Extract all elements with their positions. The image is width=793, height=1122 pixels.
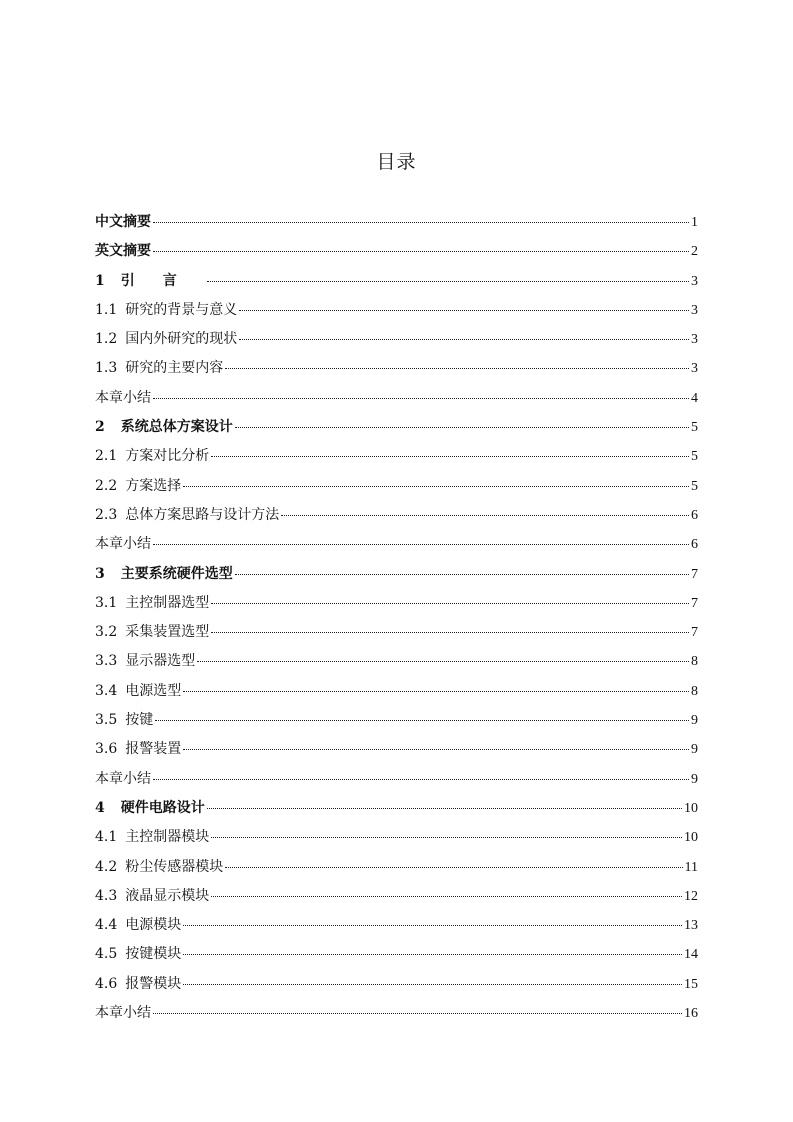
toc-entry[interactable] bbox=[95, 413, 698, 442]
toc-dot-leader bbox=[211, 602, 689, 604]
toc-entry-number: 3.5 bbox=[95, 712, 118, 729]
toc-entry-page-number: 8 bbox=[691, 683, 698, 699]
toc-entry[interactable] bbox=[95, 442, 698, 471]
toc-entry-page-number: 12 bbox=[684, 888, 698, 904]
toc-dot-leader bbox=[239, 338, 689, 340]
toc-entry-number: 4.6 bbox=[95, 975, 118, 992]
toc-entry[interactable] bbox=[95, 472, 698, 501]
toc-entry-label: 系统总体方案设计 bbox=[120, 419, 233, 436]
toc-dot-leader bbox=[153, 778, 689, 780]
toc-entry-label: 报警装置 bbox=[125, 741, 182, 758]
toc-dot-leader bbox=[153, 221, 689, 223]
toc-entry-label: 英文摘要 bbox=[95, 243, 151, 260]
toc-entry-label: 电源模块 bbox=[125, 917, 182, 934]
toc-dot-leader bbox=[153, 543, 689, 545]
toc-entry[interactable] bbox=[95, 325, 698, 354]
toc-entry-number: 1.3 bbox=[95, 360, 118, 377]
toc-entry[interactable] bbox=[95, 823, 698, 852]
toc-dot-leader bbox=[281, 514, 689, 516]
toc-entry-page-number: 9 bbox=[691, 742, 698, 758]
toc-entry-number: 4.2 bbox=[95, 858, 118, 875]
toc-entry-page-number: 3 bbox=[691, 332, 698, 348]
toc-entry-number: 3.1 bbox=[95, 594, 118, 611]
toc-entry-number: 4.4 bbox=[95, 917, 118, 934]
toc-dot-leader bbox=[183, 690, 689, 692]
toc-title: 目录 bbox=[376, 151, 417, 173]
toc-entry-number: 2 bbox=[95, 419, 105, 436]
toc-entry-page-number: 9 bbox=[691, 771, 698, 787]
toc-entry[interactable] bbox=[95, 208, 698, 237]
toc-dot-leader bbox=[235, 426, 689, 428]
toc-entry-page-number: 16 bbox=[684, 1006, 698, 1022]
toc-entry-label: 主控制器模块 bbox=[125, 829, 210, 846]
toc-entry-number: 3.3 bbox=[95, 653, 118, 670]
toc-entry-number: 4 bbox=[95, 799, 105, 816]
toc-dot-leader bbox=[211, 836, 682, 838]
toc-entry-label: 引言 bbox=[120, 272, 205, 289]
toc-entry-label: 本章小结 bbox=[95, 389, 151, 406]
toc-entry-number: 3 bbox=[95, 565, 105, 582]
toc-entry-page-number: 3 bbox=[691, 302, 698, 318]
toc-entry[interactable] bbox=[95, 735, 698, 764]
toc-entry-page-number: 6 bbox=[691, 507, 698, 523]
toc-entry-label: 主控制器选型 bbox=[125, 594, 210, 611]
toc-entry-page-number: 14 bbox=[684, 947, 698, 963]
toc-dot-leader bbox=[211, 895, 682, 897]
toc-entry[interactable] bbox=[95, 354, 698, 383]
toc-entry-label: 报警模块 bbox=[125, 975, 182, 992]
toc-entry[interactable] bbox=[95, 677, 698, 706]
toc-entry[interactable] bbox=[95, 940, 698, 969]
toc-entry-page-number: 3 bbox=[691, 361, 698, 377]
toc-entry-label: 显示器选型 bbox=[125, 653, 196, 670]
toc-entry-page-number: 11 bbox=[684, 859, 698, 875]
toc-dot-leader bbox=[239, 309, 689, 311]
toc-dot-leader bbox=[155, 719, 689, 721]
toc-entry-label: 采集装置选型 bbox=[125, 624, 210, 641]
toc-entry-number: 2.2 bbox=[95, 477, 118, 494]
toc-dot-leader bbox=[235, 573, 689, 575]
toc-entry[interactable] bbox=[95, 501, 698, 530]
toc-dot-leader bbox=[211, 631, 689, 633]
toc-dot-leader bbox=[225, 367, 689, 369]
toc-dot-leader bbox=[153, 397, 689, 399]
toc-entry-label: 研究的背景与意义 bbox=[125, 301, 238, 318]
toc-entry-page-number: 3 bbox=[691, 273, 698, 289]
toc-entry[interactable] bbox=[95, 794, 698, 823]
toc-dot-leader bbox=[153, 250, 689, 252]
toc-entry-number: 3.2 bbox=[95, 624, 118, 641]
toc-entry-number: 1 bbox=[95, 272, 105, 289]
toc-entry-number: 2.3 bbox=[95, 506, 118, 523]
toc-entry-label: 本章小结 bbox=[95, 536, 151, 553]
toc-entry-page-number: 10 bbox=[684, 830, 698, 846]
toc-entry-number: 4.5 bbox=[95, 946, 118, 963]
toc-dot-leader bbox=[207, 807, 682, 809]
toc-entry-number: 3.4 bbox=[95, 682, 118, 699]
toc-entry[interactable] bbox=[95, 560, 698, 589]
toc-dot-leader bbox=[183, 953, 682, 955]
toc-entry-number: 3.6 bbox=[95, 741, 118, 758]
toc-entry-label: 本章小结 bbox=[95, 1005, 151, 1022]
toc-entry-label: 总体方案思路与设计方法 bbox=[125, 506, 280, 523]
toc-entry[interactable] bbox=[95, 384, 698, 413]
toc-dot-leader bbox=[207, 280, 689, 282]
toc-entry[interactable] bbox=[95, 589, 698, 618]
toc-dot-leader bbox=[183, 924, 682, 926]
toc-entry-page-number: 5 bbox=[691, 420, 698, 436]
toc-entry[interactable] bbox=[95, 970, 698, 999]
toc-entry[interactable] bbox=[95, 237, 698, 266]
toc-dot-leader bbox=[211, 455, 689, 457]
toc-entry-label: 按键模块 bbox=[125, 946, 182, 963]
toc-entry-number: 1.2 bbox=[95, 331, 118, 348]
toc-entry-page-number: 1 bbox=[691, 215, 698, 230]
toc-entry[interactable] bbox=[95, 296, 698, 325]
toc-entry-page-number: 7 bbox=[691, 566, 698, 582]
toc-dot-leader bbox=[183, 748, 689, 750]
toc-entry-page-number: 6 bbox=[691, 537, 698, 553]
toc-entry-number: 4.1 bbox=[95, 829, 118, 846]
toc-entry-number: 1.1 bbox=[95, 301, 118, 318]
toc-entry-page-number: 8 bbox=[691, 654, 698, 670]
toc-dot-leader bbox=[183, 983, 682, 985]
toc-entry-number: 4.3 bbox=[95, 887, 118, 904]
toc-entry[interactable] bbox=[95, 530, 698, 559]
toc-entry-page-number: 5 bbox=[691, 449, 698, 465]
toc-entry-label: 中文摘要 bbox=[95, 214, 151, 230]
toc-entry-label: 按键 bbox=[125, 712, 154, 729]
toc-entry-page-number: 15 bbox=[684, 976, 698, 992]
toc-entry-page-number: 4 bbox=[691, 390, 698, 406]
toc-entry-label: 主要系统硬件选型 bbox=[120, 565, 233, 582]
toc-entry-label: 方案选择 bbox=[125, 477, 182, 494]
toc-entry[interactable] bbox=[95, 882, 698, 911]
toc-entry-label: 液晶显示模块 bbox=[125, 887, 210, 904]
toc-entry[interactable] bbox=[95, 853, 698, 882]
toc-entry[interactable] bbox=[95, 647, 698, 676]
toc-entry-page-number: 13 bbox=[684, 918, 698, 934]
toc-entry-page-number: 2 bbox=[691, 244, 698, 260]
toc-dot-leader bbox=[183, 485, 689, 487]
toc-entry-page-number: 10 bbox=[684, 800, 698, 816]
toc-entry-label: 本章小结 bbox=[95, 770, 151, 787]
toc-entry-page-number: 7 bbox=[691, 625, 698, 641]
toc-list bbox=[95, 208, 698, 1028]
toc-entry-label: 国内外研究的现状 bbox=[125, 331, 238, 348]
toc-entry[interactable] bbox=[95, 999, 698, 1028]
toc-entry-label: 研究的主要内容 bbox=[125, 360, 224, 377]
toc-entry-number: 2.1 bbox=[95, 448, 118, 465]
toc-entry-label: 粉尘传感器模块 bbox=[125, 858, 224, 875]
toc-entry-page-number: 9 bbox=[691, 713, 698, 729]
toc-entry-label: 电源选型 bbox=[125, 682, 182, 699]
toc-entry[interactable] bbox=[95, 267, 698, 296]
toc-dot-leader bbox=[225, 866, 682, 868]
toc-dot-leader bbox=[197, 660, 689, 662]
toc-dot-leader bbox=[153, 1012, 682, 1014]
toc-entry[interactable] bbox=[95, 618, 698, 647]
toc-entry-label: 方案对比分析 bbox=[125, 448, 210, 465]
toc-entry-page-number: 7 bbox=[691, 595, 698, 611]
toc-entry-label: 硬件电路设计 bbox=[120, 799, 205, 816]
toc-entry[interactable] bbox=[95, 765, 698, 794]
toc-entry[interactable] bbox=[95, 706, 698, 735]
toc-entry-page-number: 5 bbox=[691, 478, 698, 494]
toc-entry[interactable] bbox=[95, 911, 698, 940]
